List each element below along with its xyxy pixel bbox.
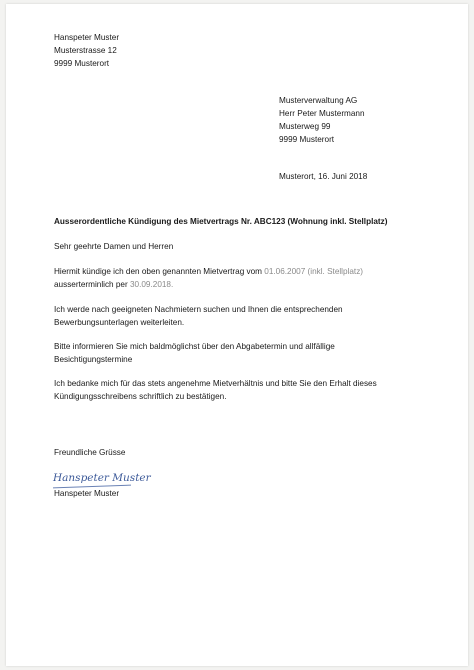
- paragraph-line: Ich bedanke mich für das stets angenehme Mietverhältnis und bitte Sie den Erhalt dieses: [54, 379, 377, 388]
- paragraph-line: Bitte informieren Sie mich baldmöglichst über den Abgabetermin und allfällige: [54, 342, 335, 351]
- recipient-city: 9999 Musterort: [279, 135, 335, 144]
- recipient-street: Musterweg 99: [279, 122, 331, 131]
- paragraph-line: Ich werde nach geeigneten Nachmietern suchen und Ihnen die entsprechenden: [54, 305, 343, 314]
- recipient-contact: Herr Peter Mustermann: [279, 109, 365, 118]
- start-date-text: 01.06.2007 (inkl. Stellplatz): [264, 267, 364, 276]
- letter-subject: Ausserordentliche Kündigung des Mietvertrags Nr. ABC123 (Wohnung inkl. Stellplatz): [54, 217, 388, 226]
- sender-name: Hanspeter Muster: [54, 33, 120, 42]
- salutation: Sehr geehrte Damen und Herren: [54, 242, 174, 251]
- letter-date: Musterort, 16. Juni 2018: [279, 172, 368, 181]
- handwritten-signature: Hanspeter Muster: [53, 472, 151, 484]
- paragraph-line: [54, 266, 363, 279]
- closing-phrase: Freundliche Grüsse: [54, 448, 126, 457]
- recipient-company: Musterverwaltung AG: [279, 96, 358, 105]
- paragraph-line: Besichtigungstermine: [54, 355, 133, 364]
- end-date-text: 30.09.2018.: [130, 280, 174, 289]
- text-segment: Hiermit kündige ich den oben genannten Mietvertrag vom: [54, 267, 265, 276]
- paragraph-line: Bewerbungsunterlagen weiterleiten.: [54, 318, 185, 327]
- sender-city: 9999 Musterort: [54, 59, 110, 68]
- paragraph-line: Kündigungsschreibens schriftlich zu bestätigen.: [54, 392, 227, 401]
- paragraph-line: [54, 279, 173, 292]
- sender-street: Musterstrasse 12: [54, 46, 117, 55]
- signed-name: Hanspeter Muster: [54, 489, 120, 498]
- text-segment: ausserterminlich per: [54, 280, 130, 289]
- letter-page: [6, 4, 468, 666]
